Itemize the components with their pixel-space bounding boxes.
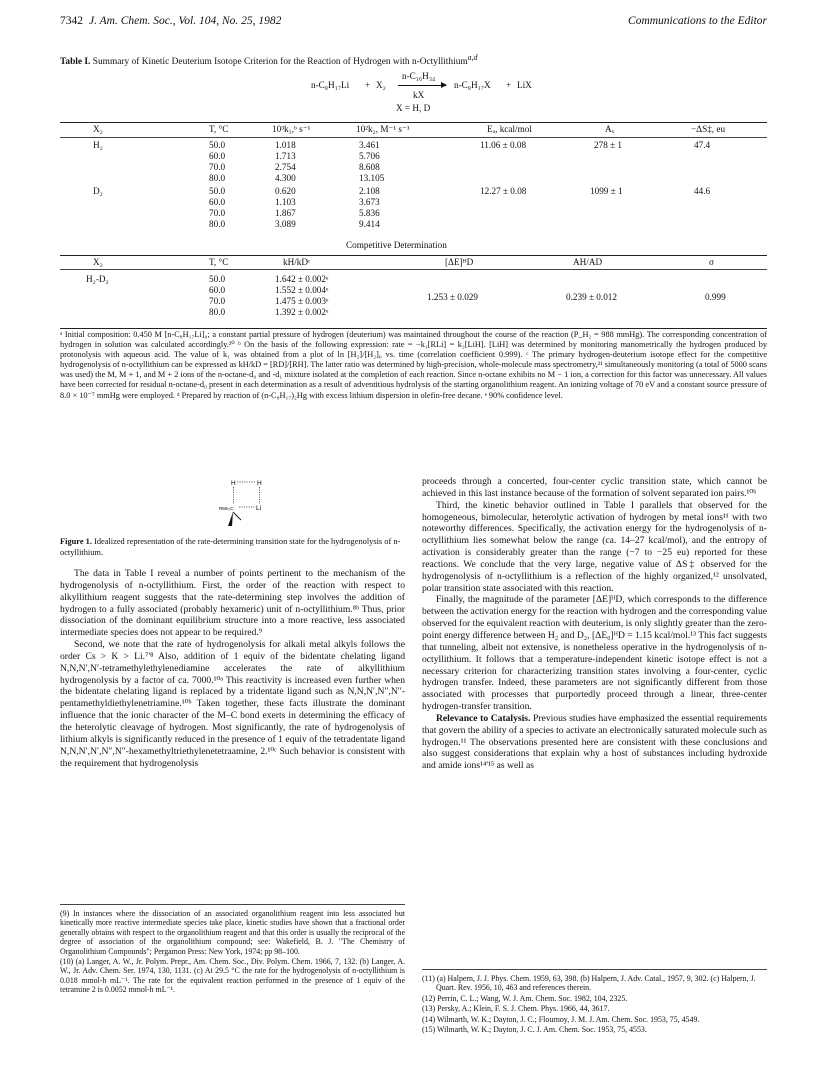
competitive-title: Competitive Determination — [346, 240, 447, 250]
figure-label: Figure 1. — [60, 537, 92, 546]
cell-x2: D₂ — [93, 186, 103, 196]
cell-k1: 0.620 — [275, 186, 296, 196]
header-x2: X₂ — [93, 257, 103, 267]
cell-k2: 3.673 — [359, 197, 380, 207]
cell-temperature: 80.0 — [209, 219, 226, 229]
cell-k2: 13.105 — [359, 173, 385, 183]
cell-temperature: 50.0 — [209, 274, 226, 284]
cell-temperature: 80.0 — [209, 173, 226, 183]
cell-temperature: 70.0 — [209, 208, 226, 218]
atom-h-right: H — [257, 480, 262, 487]
plus-sign: + — [365, 80, 371, 90]
relevance-paragraph — [422, 713, 767, 772]
cell-k2: 3.461 — [359, 140, 380, 150]
table-footnotes: ᵃ Initial composition: 0.450 M [n-C₈H₁₇Li]₀; a constant partial pressure of hydrogen (deuterium) was maintained throughout the course of the reaction (P_H₂ = 988 mmHg). The corresponding concentration of hydrogen in solution was calculated accordingly.²⁰ ᵇ On the basis of the following expression: rate = −k₁[RLi] = k₂[LiH]. [LiH] was determined by monitoring manometrically the hydrogen produced by protonolysis with aqueous acid. The value of k₁ was obtained from a plot of ln [H₂]/[H₂]₀ vs. time (correlation coefficient 0.999). ᶜ The primary hydrogen-deuterium isotope effect for the competitive hydrogenolysis of n-octyllithium can be expressed as kH/kD = [RD]/[RH]. The latter ratio was determined by high-precision, whole-molecule mass spectrometry,²¹ simultaneously monitoring (a total of 5000 scans was used) the M, M + 1, and M + 2 ions of the n-octane-d₀ and -d₁ mixture isolated at the completion of each reaction. Since n-octane exhibits no M − 1 ion, a correction for this factor was unnecessary. All values have been corrected for residual n-octane-d₀ present in each determination as a result of adventitious hydrolysis of the starting organolithium reagent. An ionizing voltage of 70 eV and a constant source pressure of 8.0 × 10⁻⁷ mmHg were employed. ᵈ Prepared by reaction of (n-C₈H₁₇)₂Hg with excess lithium dispersion in olefin-free decane. ᵉ 90% confidence level. — [60, 330, 767, 400]
cell-k1: 1.713 — [275, 151, 296, 161]
running-head — [60, 15, 767, 31]
relevance-heading: Relevance to Catalysis. — [436, 712, 531, 724]
header-k1: 10³k₁,ᵇ s⁻¹ — [272, 124, 311, 134]
footnotes-right — [422, 974, 767, 1035]
cell-k1: 2.754 — [275, 162, 296, 172]
footnote: (13) Persky, A.; Klein, F. S. J. Chem. Phys. 1966, 44, 3617. — [422, 1004, 610, 1014]
cell-preexponential: 278 ± 1 — [594, 140, 623, 150]
paragraph: The data in Table I reveal a number of points pertinent to the mechanism of the hydrogenolysis of n-octyllithium. First, the order of the reaction with respect to alkyllithium reagent suggests that the rate-determining step involves the addition of hydrogen to a fully associated (probably hexameric) unit of n-octyllithium.⁸ᵇ Thus, prior dissociation of the dominant equilibrium structure into a more reactive, less associated intermediate species does not appear to be required.⁹ — [60, 568, 405, 639]
cell-entropy: 47.4 — [694, 140, 711, 150]
cell-temperature: 70.0 — [209, 296, 226, 306]
table-caption — [60, 53, 767, 67]
header-delta-e: [ΔE]ᴴD — [445, 257, 474, 267]
footnotes-left — [60, 909, 405, 996]
cell-activation-energy: 11.06 ± 0.08 — [480, 140, 527, 150]
cell-k2: 5.836 — [359, 208, 380, 218]
footnote: (12) Perrin, C. L.; Wang, W. J. Am. Chem. Soc. 1982, 104, 2325. — [422, 993, 628, 1003]
atom-carbon: RMe₂C — [219, 506, 234, 511]
table-title: Summary of Kinetic Deuterium Isotope Criterion for the Reaction of Hydrogen with n-Octyllithium — [92, 57, 468, 68]
cell-activation-energy: 12.27 ± 0.08 — [480, 186, 527, 196]
reaction-scheme — [0, 68, 827, 122]
reactant-octyllithium: n-C₈H₁₇Li — [311, 80, 350, 90]
cell-temperature: 60.0 — [209, 197, 226, 207]
cell-isotope-ratio: 1.392 ± 0.002ᵉ — [275, 307, 329, 317]
header-temperature: T, °C — [209, 124, 229, 134]
journal-citation — [60, 15, 281, 27]
relevance-text: Previous studies have emphasized the essential requirements that govern the ability of a species to activate an electronically saturated molecule such as hydrogen.¹¹ The observations presented here are consistent with these conclusions and also suggest considerations that explain why a host of substances including hydroxide and amide ions¹⁴'¹⁵ as well as — [422, 712, 767, 772]
body-column-right — [422, 476, 767, 772]
product-octane: n-C₈H₁₇X — [454, 80, 491, 90]
cell-temperature: 50.0 — [209, 140, 226, 150]
plus-sign: + — [506, 80, 512, 90]
solvent-hexadecane: n-C₁₆H₃₄ — [402, 71, 436, 81]
cell-temperature: 60.0 — [209, 151, 226, 161]
product-lix: LiX — [517, 80, 532, 90]
header-preexponential: Aₓ — [605, 124, 615, 134]
cell-isotope-ratio: 1.642 ± 0.002ᵉ — [275, 274, 329, 284]
cell-isotope-ratio: 1.552 ± 0.004ᵉ — [275, 285, 329, 295]
cell-k2: 2.108 — [359, 186, 380, 196]
footnote: (15) Wilmarth, W. K.; Dayton, J. C. J. Am. Chem. Soc. 1953, 75, 4553. — [422, 1025, 647, 1035]
cell-a-ratio: 0.239 ± 0.012 — [566, 292, 617, 302]
cell-temperature: 50.0 — [209, 186, 226, 196]
cell-entropy: 44.6 — [694, 186, 711, 196]
cell-temperature: 80.0 — [209, 307, 226, 317]
cell-k1: 1.867 — [275, 208, 296, 218]
cell-k2: 9.414 — [359, 219, 380, 229]
journal-name: J. Am. Chem. Soc., Vol. 104, No. 25, 1982 — [89, 15, 282, 27]
header-k2: 10²k₂, M⁻¹ s⁻¹ — [356, 124, 410, 134]
figure-1-caption — [60, 537, 405, 558]
paragraph: Second, we note that the rate of hydrogenolysis for alkali metal alkyls follows the order Cs > K > Li.⁷'⁸ Also, addition of 1 equiv of the bidentate chelating ligand N,N,N′,N′-tetramethylethylenediamine accelerates the rate of alkyllithium hydrogenolysis by a factor of ca. 7000.¹⁰ᵃ This reactivity is increased even further when the bidentate chelating ligand is replaced by a tridentate ligand such as N,N,N′,N″,N″-pentamethyldiethylenetriamine.¹⁰ᵇ Taken together, these facts illustrate the dominant influence that the ionic character of the M–C bond exerts in determining the efficacy of the heterolytic cleavage of hydrogen. Most significantly, the rate of hydrogenolysis of lithium alkyls is significantly reduced in the presence of 1 equiv of the tetradentate ligand N,N,N′,N′,N″,N″-hexamethyltriethylenetetraamine, 2.¹⁰ᶜ Such behavior is consistent with the requirement that hydrogenolysis — [60, 639, 405, 769]
wedge-bond — [228, 512, 233, 526]
cell-k2: 8.608 — [359, 162, 380, 172]
table-top-rule — [60, 122, 767, 123]
footnote-rule-right — [422, 969, 767, 970]
footnote-rule-left — [60, 904, 405, 905]
transition-state-diagram — [219, 476, 295, 536]
header-a-ratio: AH/AD — [573, 257, 603, 267]
cell-temperature: 70.0 — [209, 162, 226, 172]
footnote: (14) Wilmarth, W. K.; Dayton, J. C.; Flournoy, J. M. J. Am. Chem. Soc. 1953, 75, 4549. — [422, 1014, 700, 1024]
paragraph: proceeds through a concerted, four-center cyclic transition state, which cannot be achieved in this last instance because of the formation of solvent separated ion pairs.¹⁰ᵇ — [422, 476, 767, 499]
header-x2: X₂ — [93, 124, 103, 134]
figure-1-drawing — [219, 476, 295, 536]
header-isotope-ratio: kH/kDᶜ — [283, 257, 311, 267]
table-title-marks: a,d — [467, 53, 478, 62]
header-temperature: T, °C — [209, 257, 229, 267]
rate-constant-label: kX — [413, 90, 425, 100]
cell-k1: 3.089 — [275, 219, 296, 229]
comp-top-rule — [60, 255, 767, 256]
paragraph: Third, the kinetic behavior outlined in Table I parallels that observed for the homogeneous, bimolecular, heterolytic activation of hydrogen by metal ions¹¹ with two noteworthy differences. Specifically, the activation energy for the hydrogenolysis of n-octyllithium lies somewhat below the range (ca. 14–27 kcal/mol), and the entropy of activation is considerably greater than the range (−7 to −25 eu) reported for these reactions. We conclude that the very large, negative value of ΔS‡ observed for the hydrogenolysis of n-octyllithium is a reflection of the highly organized,¹² unsolvated, polar transition state associated with this reaction. — [422, 499, 767, 594]
atom-lithium: Li — [256, 505, 262, 512]
paragraph: Finally, the magnitude of the parameter [ΔE]ᴴD, which corresponds to the difference between the activation energy for the reaction with hydrogen and the corresponding value observed for the equivalent reaction with deuterium, is only slightly greater than the zero-point energy difference between H₂ and D₂, [ΔE₀]ᴴD = 1.15 kcal/mol.¹³ This fact suggests that tunneling, albeit not extensive, is nonetheless operative in the hydrogenolysis of n-octyllithium. It follows that a temperature-independent kinetic isotope effect is not a necessary criterion for characterizing transition states involving a four-center, cyclic hydrogen transfer. Indeed, these parameters are not significantly different from those associated with processes that purportedly proceed through a linear, three-center hydrogen-transfer transition. — [422, 594, 767, 713]
cell-temperature: 60.0 — [209, 285, 226, 295]
header-activation-energy: Eₐ, kcal/mol — [487, 124, 532, 134]
reaction-arrow — [398, 85, 446, 86]
cell-sigma: 0.999 — [705, 292, 726, 302]
header-entropy: −ΔS‡, eu — [691, 124, 726, 134]
table-bottom-rule — [60, 328, 767, 329]
body-column-left — [60, 568, 405, 769]
page-number: 7342 — [60, 15, 83, 27]
bond-line — [233, 512, 241, 520]
cell-x2: H₂-D₂ — [86, 274, 109, 284]
reaction-condition: X = H, D — [396, 103, 431, 113]
table-header-rule — [60, 137, 767, 138]
figure-caption-text: Idealized representation of the rate-determining transition state for the hydrogenolysis of n-octyllithium. — [60, 537, 401, 557]
cell-preexponential: 1099 ± 1 — [590, 186, 623, 196]
footnote: (9) In instances where the dissociation of an associated organolithium reagent into less associated but kinetically more reactive intermediate species take place, kinetic studies have shown that a fractional order generally obtains with respect to the organolithium reagent and that this order is usually the reciprocal of the degree of association of the organolithium compound; see: Wakefield, B. J. "The Chemistry of Organolithium Compounds"; Pergamon Press: New York, 1974; pp 98–100. — [60, 909, 405, 956]
cell-x2: H₂ — [93, 140, 103, 150]
section-title: Communications to the Editor — [628, 15, 767, 27]
cell-k1: 1.018 — [275, 140, 296, 150]
cell-isotope-ratio: 1.475 ± 0.003ᵉ — [275, 296, 329, 306]
reactant-x2: X₂ — [376, 80, 386, 90]
footnote: (11) (a) Halpern, J. J. Phys. Chem. 1959, 63, 398. (b) Halpern, J. Adv. Catal., 1957, 9, 302. (c) Halpern, J. Quart. Rev. 1956, 10, 463 and references therein. — [422, 974, 756, 993]
cell-k1: 4.300 — [275, 173, 296, 183]
cell-delta-e: 1.253 ± 0.029 — [427, 292, 478, 302]
atom-h-left: H — [231, 480, 236, 487]
footnote: (10) (a) Langer, A. W., Jr. Polym. Prepr., Am. Chem. Soc., Div. Polym. Chem. 1966, 7, 132. (b) Langer, A. W., Jr. Adv. Chem. Ser. 1974, 130, 1131. (c) At 29.5 °C the rate for the hydrogenolysis of n-octyllithium is 0.018 mmol-h mL⁻¹. The rate for the equivalent reaction performed in the presence of 1 equiv of the tetramine 2 is 0.0052 mmol-h mL⁻¹. — [60, 957, 405, 995]
comp-header-rule — [60, 269, 767, 270]
cell-k2: 5.706 — [359, 151, 380, 161]
header-sigma: σ — [709, 257, 714, 267]
table-label: Table I. — [60, 57, 91, 68]
cell-k1: 1.103 — [275, 197, 296, 207]
